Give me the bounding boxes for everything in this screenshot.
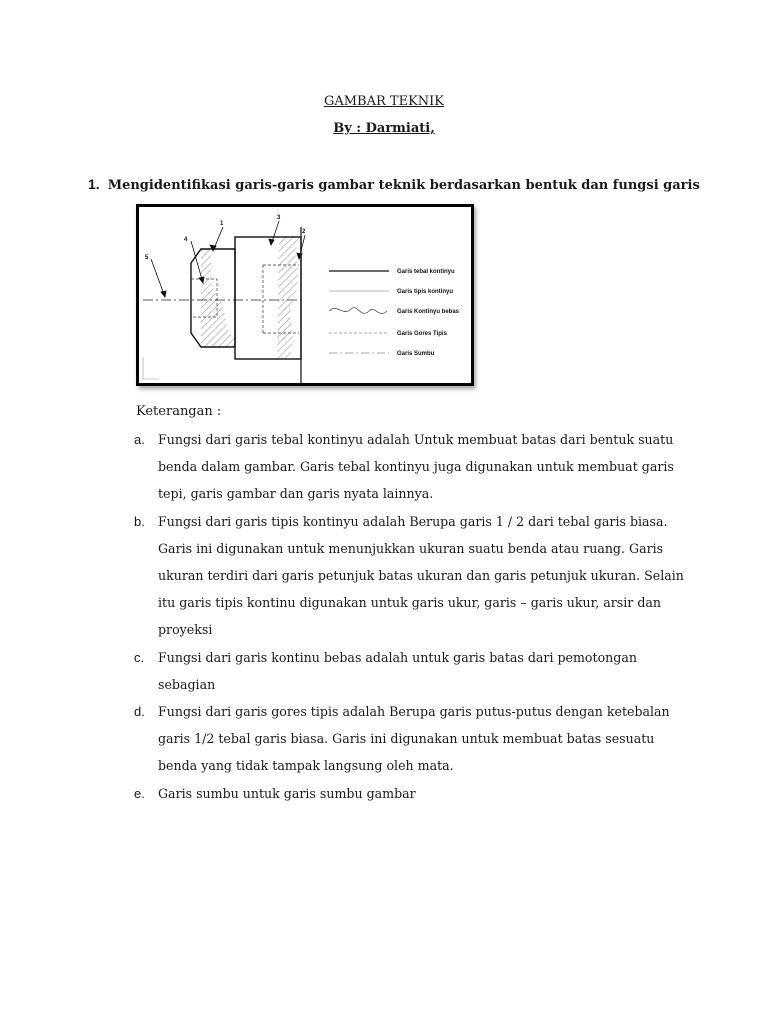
legend-sample-freehand [329,308,387,314]
list-item-text: Fungsi dari garis tipis kontinyu adalah Berupa garis 1 / 2 dari tebal garis biasa. Garis ini digunakan untuk menunjukkan ukuran suatu benda atau ruang. Garis ukuran terdiri dari garis petunjuk batas ukuran dan garis petunjuk ukuran. Selain itu garis tipis kontinu digunakan untuk garis ukur, garis – garis ukur, arsir dan proyeksi [158,513,684,638]
document-author: By : Darmiati, [333,121,435,136]
document-title: GAMBAR TEKNIK [323,94,445,109]
list-marker: e. [134,785,145,801]
list-item [134,508,694,644]
section-heading [88,176,708,193]
callout-3: 3 [277,215,281,221]
callout-1: 1 [220,221,224,227]
callout-5: 5 [145,255,149,261]
section-number: 1. [88,176,100,192]
list-marker: b. [134,513,145,529]
list-item [134,698,694,780]
legend-label-thin: Garis tipis kontinyu [397,289,454,295]
keterangan-list [134,426,694,807]
list-marker: a. [134,432,145,447]
legend-label-dashed: Garis Gores Tipis [397,331,447,337]
axis-marker [143,357,159,379]
technical-drawing [139,207,471,383]
technical-drawing-figure [136,204,474,386]
list-item [134,426,694,508]
legend-label-center: Garis Sumbu [397,351,435,357]
legend-label-thick: Garis tebal kontinyu [397,269,455,275]
section-heading-text: Mengidentifikasi garis-garis gambar teknik berdasarkan bentuk dan fungsi garis [107,178,700,193]
callout-4: 4 [184,237,188,243]
list-item-text: Fungsi dari garis kontinu bebas adalah untuk garis batas dari pemotongan sebagian [158,649,637,692]
callout-2: 2 [302,229,306,235]
keterangan-label: Keterangan : [136,404,222,419]
list-marker: d. [134,704,145,720]
list-item [134,644,694,698]
list-item-text: Garis sumbu untuk garis sumbu gambar [158,785,416,801]
list-item-text: Fungsi dari garis tebal kontinyu adalah Untuk membuat batas dari bentuk suatu benda dalam gambar. Garis tebal kontinyu juga digunakan untuk membuat garis tepi, garis gambar dan garis nyata lainnya. [158,432,674,502]
small-part-section [201,249,235,347]
list-item-text: Fungsi dari garis gores tipis adalah Berupa garis putus-putus dengan ketebalan garis 1/2 tebal garis biasa. Garis ini digunakan untuk membuat batas sesuatu benda yang tidak tampak langsung oleh mata. [158,704,670,774]
large-part-section [277,237,299,359]
list-item [134,780,694,807]
legend [329,269,460,357]
list-marker: c. [134,649,145,665]
legend-label-freehand: Garis Kontinyu bebas [397,309,460,315]
